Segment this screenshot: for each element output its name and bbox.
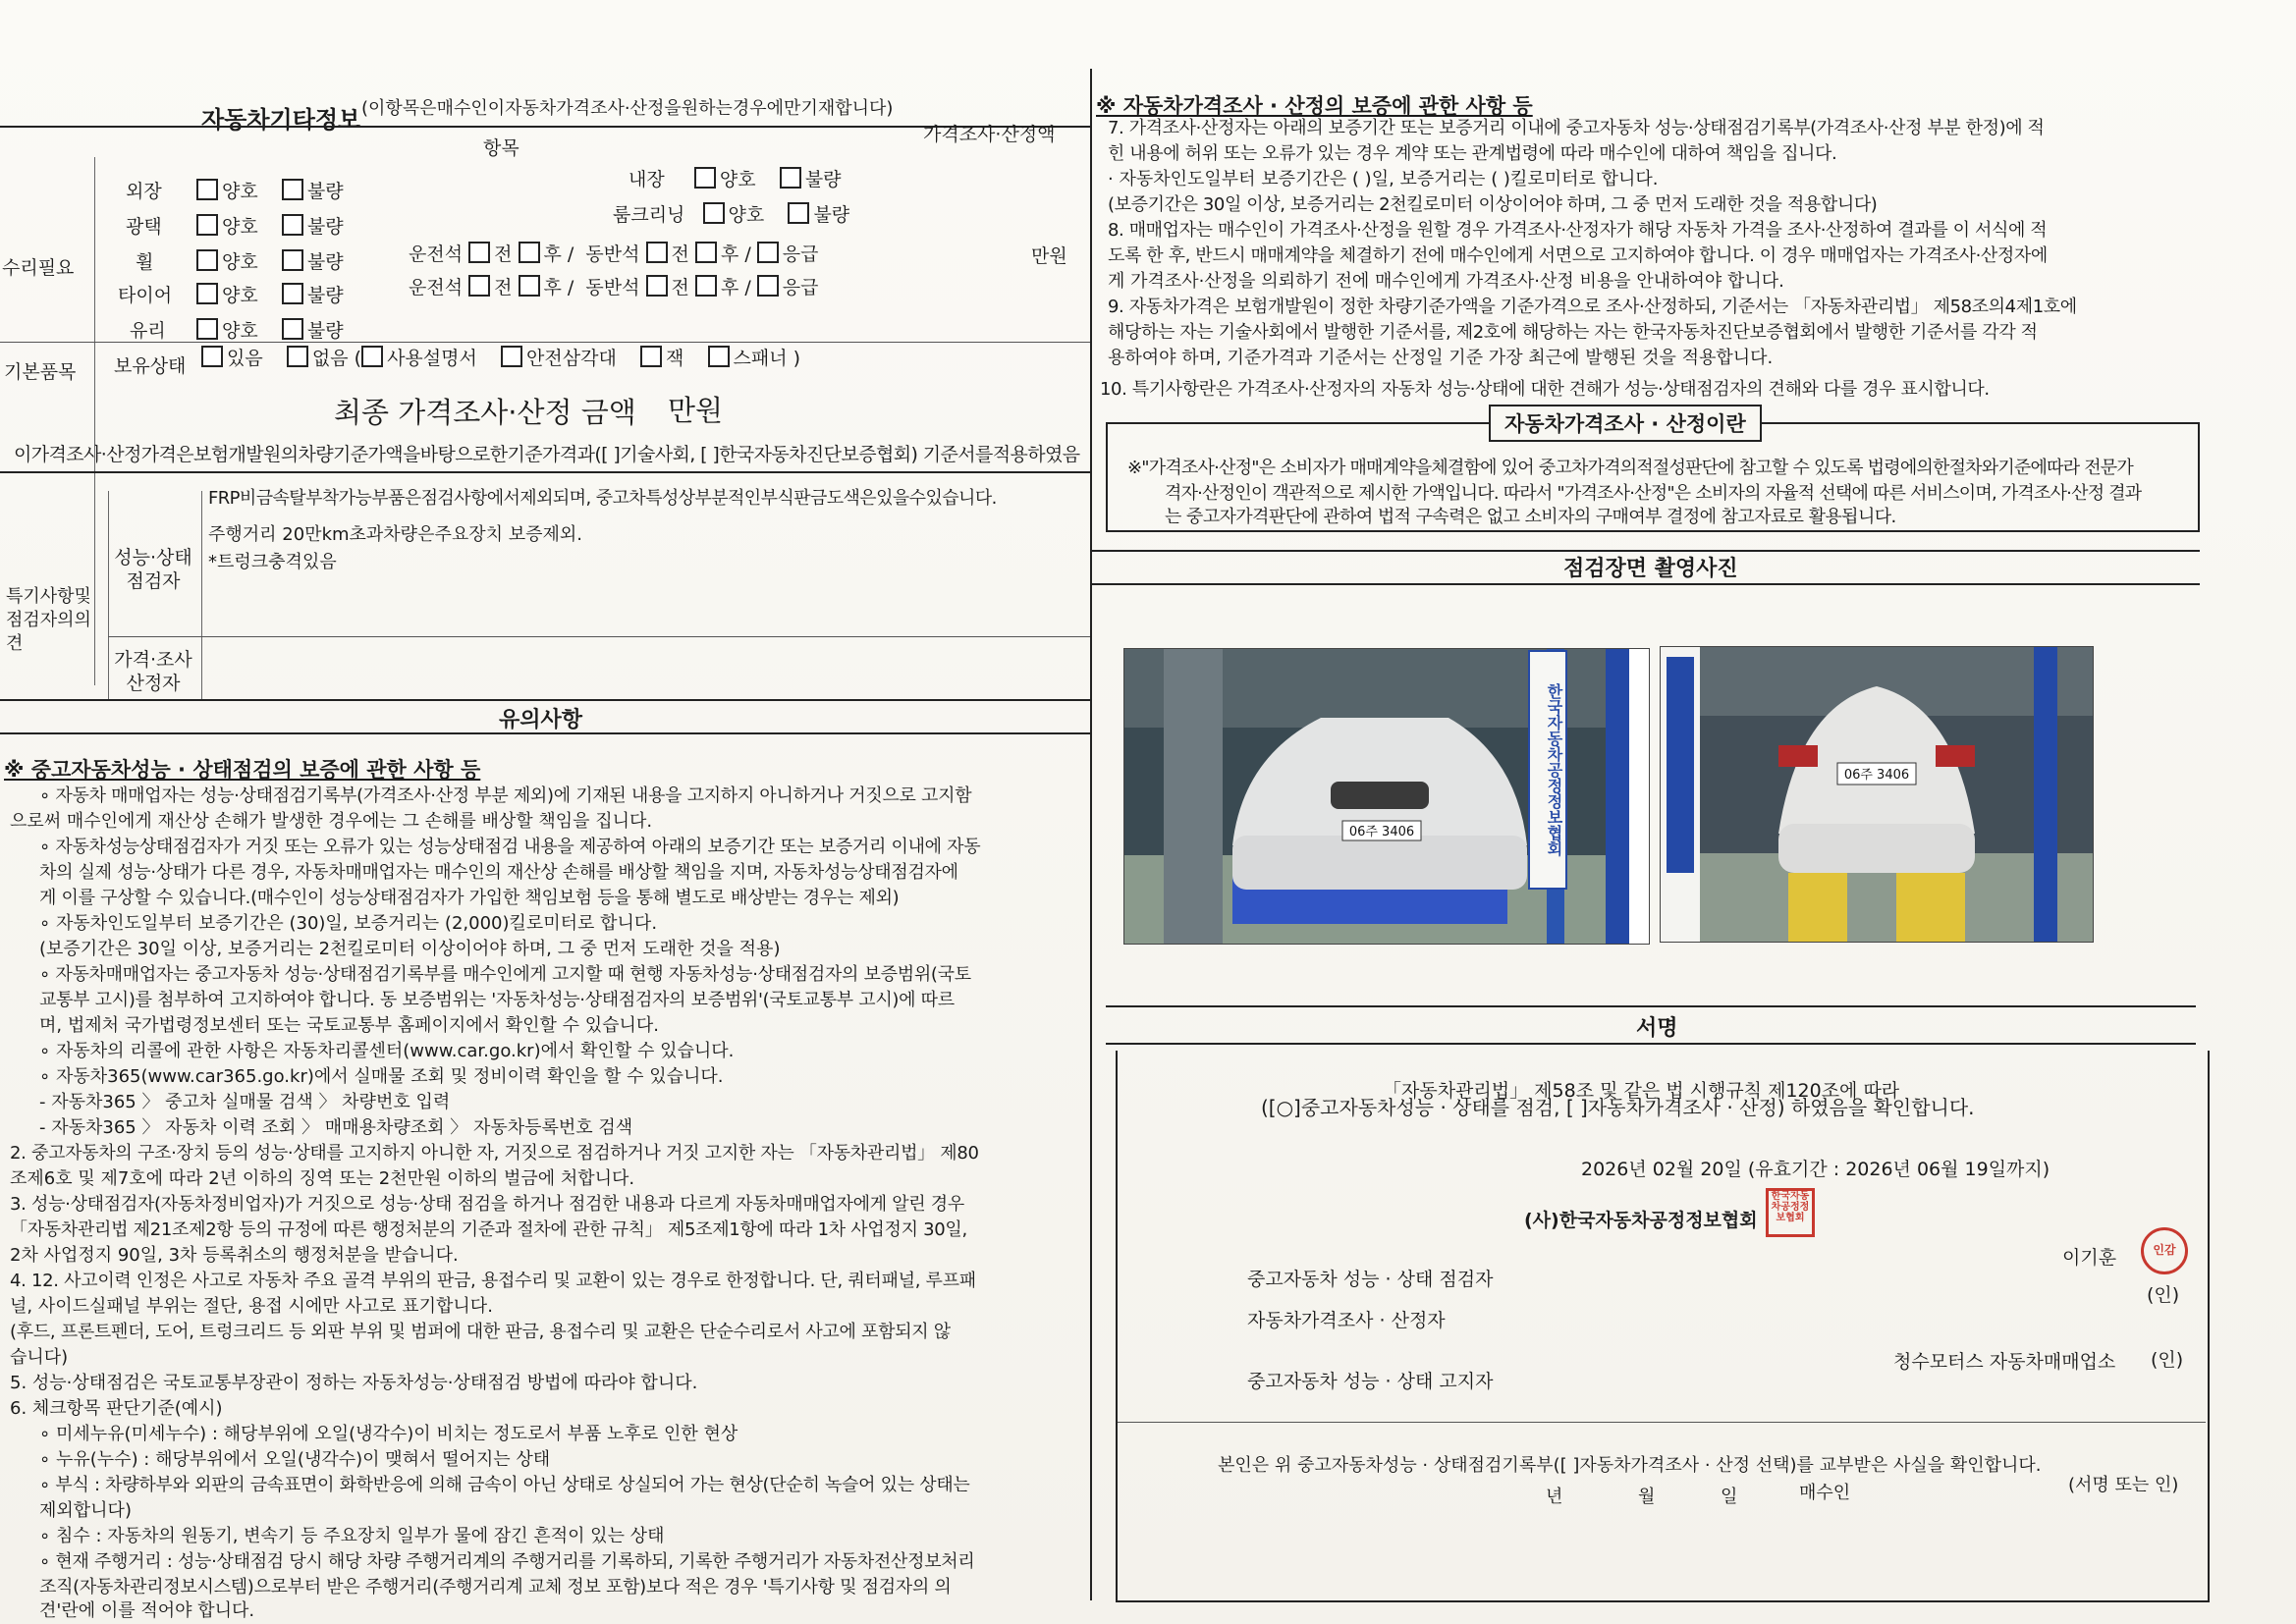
- checkbox[interactable]: [196, 179, 218, 200]
- warranty-line: ∘ 미세누유(미세누수) : 해당부위에 오일(냉각수)이 비치는 정도로서 부품 노후로 인한 현상: [39, 1424, 738, 1444]
- what-is-line: ※"가격조사·산정"은 소비자가 매매계약을체결함에 있어 중고차가격의적절성판단에 참고할 수 있도록 법령에의한절차와기준에따라 전문가: [1127, 458, 2133, 478]
- checkbox[interactable]: [788, 202, 809, 224]
- basic-items-label: 기본품목: [4, 361, 77, 383]
- checkbox[interactable]: [708, 346, 730, 367]
- warranty-line: ∘ 현재 주행거리 : 성능·상태점검 당시 해당 차량 주행거리계의 주행거리를 기록하되, 기록한 주행거리가 자동차전산정보처리: [39, 1551, 975, 1572]
- checkbox[interactable]: [196, 318, 218, 340]
- warranty-line: ∘ 자동차365(www.car365.go.kr)에서 실매물 조회 및 정비이력 확인을 할 수 있습니다.: [39, 1066, 724, 1087]
- plate-rear-text: 06주 3406: [1843, 768, 1910, 783]
- holding-label: 보유상태: [114, 355, 187, 377]
- row-glass: [130, 316, 166, 343]
- divider: [1106, 1043, 2196, 1045]
- warranty-line: ∘ 자동차 매매업자는 성능·상태점검기록부(가격조사·산정 부분 제외)에 기재된 내용을 고지하지 아니하거나 거짓으로 고지함: [39, 785, 972, 806]
- warranty-line: 2. 중고자동차의 구조·장치 등의 성능·상태를 고지하지 아니한 자, 거짓으로 점검하거나 거짓 고지한 자는 「자동차관리법」 제80: [10, 1143, 979, 1164]
- wheel-options[interactable]: 양호 불량: [196, 247, 344, 274]
- receipt-sign: (서명 또는 인): [2068, 1475, 2179, 1495]
- warranty-line: 제외합니다): [39, 1500, 132, 1521]
- price-item: 해당하는 자는 기술사회에서 발행한 기준서를, 제2호에 해당하는 자는 한국자동차진단보증협회에서 발행한 기준서를 각각 적: [1108, 322, 2038, 343]
- price-inspector-sign-label: 자동차가격조사 · 산정자: [1247, 1310, 1446, 1331]
- warranty-line: ∘ 침수 : 자동차의 원동기, 변속기 등 주요장치 일부가 물에 잠긴 흔적이 있는 상태: [39, 1526, 665, 1546]
- roomcleaning-row[interactable]: 룸크리닝 양호 불량: [613, 204, 850, 226]
- row-gloss: [126, 212, 162, 239]
- checkbox[interactable]: [646, 242, 668, 263]
- warranty-title: ※ 중고자동차성능 · 상태점검의 보증에 관한 사항 등: [4, 758, 481, 782]
- checkbox[interactable]: [196, 283, 218, 304]
- divider: [1106, 1005, 2196, 1007]
- association-name: (사)한국자동차공정정보협회: [1524, 1210, 1758, 1231]
- row-label: 유리: [130, 320, 166, 342]
- receipt-day: 일: [1721, 1487, 1738, 1507]
- notifier-label: 중고자동차 성능 · 상태 고지자: [1247, 1371, 1494, 1392]
- perf-line: 주행거리 20만km초과차량은주요장치 보증제외.: [208, 524, 583, 545]
- won-unit: 만원: [1031, 245, 1067, 267]
- interior-row[interactable]: 내장 양호 불량: [629, 169, 842, 190]
- checkbox[interactable]: [780, 167, 801, 189]
- warranty-line: - 자동차365 〉 중고차 실매물 검색 〉 차량번호 입력: [39, 1092, 451, 1112]
- checkbox[interactable]: [468, 275, 490, 297]
- divider: [1090, 583, 2200, 585]
- checkbox[interactable]: [519, 275, 540, 297]
- price-item: 용하여야 하며, 기준가격과 기준서는 산정일 기준 가장 최근에 발행된 것을 적용합니다.: [1108, 348, 1774, 368]
- checkbox[interactable]: [282, 249, 303, 271]
- divider: [108, 636, 1090, 637]
- row-label: 외장: [126, 181, 162, 202]
- other-info-note: (이항목은매수인이자동차가격조사·산정을원하는경우에만기재합니다): [361, 98, 894, 119]
- warranty-line: (후드, 프론트펜더, 도어, 트렁크리드 등 외판 부위 및 범퍼에 대한 판금, 용접수리 및 교환은 단순수리로서 사고에 포함되지 않: [10, 1322, 951, 1342]
- what-is-line: 는 중고자가격판단에 관하여 법적 구속력은 없고 소비자의 구매여부 결정에 참고자료로 활용됩니다.: [1165, 507, 1896, 527]
- checkbox[interactable]: [519, 242, 540, 263]
- price-item: 7. 가격조사·산정자는 아래의 보증기간 또는 보증거리 이내에 중고자동차 성능·상태점검기록부(가격조사·산정 부분 한정)에 적: [1108, 118, 2045, 138]
- sign-date: 2026년 02월 20일 (유효기간 : 2026년 06월 19일까지): [1581, 1159, 2050, 1180]
- divider: [1118, 1422, 2206, 1423]
- warranty-line: ∘ 자동차인도일부터 보증기간은 (30)일, 보증거리는 (2,000)킬로미터로 합니다.: [39, 913, 658, 934]
- row-tire: [118, 281, 172, 307]
- price-inspector-label: 가격·조사 산정자: [114, 649, 192, 694]
- glass-options[interactable]: 양호 불량: [196, 316, 344, 343]
- warranty-line: 2차 사업정지 90일, 3차 등록취소의 행정처분을 받습니다.: [10, 1245, 459, 1266]
- sign-check: ([○]중고자동차성능 · 상태를 점검, [ ]자동차가격조사 · 산정) 하였음을 확인합니다.: [1261, 1096, 1975, 1119]
- warranty-line: - 자동차365 〉 자동차 이력 조회 〉 매매용차량조회 〉 자동차등록번호 검색: [39, 1117, 633, 1138]
- checkbox[interactable]: [695, 242, 717, 263]
- warranty-line: ∘ 부식 : 차량하부와 외판의 금속표면이 화학반응에 의해 금속이 아닌 상태로 상실되어 가는 현상(단순히 녹슬어 있는 상태는: [39, 1475, 970, 1495]
- warranty-line: 견'란에 이를 적어야 합니다.: [39, 1600, 255, 1621]
- price-warranty-title: ※ 자동차가격조사 · 산정의 보증에 관한 사항 등: [1096, 94, 1533, 118]
- remarks-label: 특기사항및 점검자의의견: [6, 586, 91, 654]
- price-item: (보증기간은 30일 이상, 보증거리는 2천킬로미터 이상이어야 하며, 그 중 먼저 도래한 것을 적용합니다): [1108, 194, 1878, 215]
- checkbox[interactable]: [201, 346, 223, 367]
- warranty-line: 널, 사이드실패널 부위는 절단, 용접 시에만 사고로 표기합니다.: [10, 1296, 493, 1317]
- inspection-photo-rear: [1660, 646, 2094, 943]
- price-item: 도록 한 후, 반드시 매매계약을 체결하기 전에 매수인에게 서면으로 고지하여야 합니다. 이 경우 매매업자는 가격조사·산정자에: [1108, 245, 2048, 266]
- gloss-options[interactable]: 양호 불량: [196, 212, 344, 239]
- car-rear-image: [1661, 647, 2093, 942]
- warranty-line: 4. 12. 사고이력 인정은 사고로 자동차 주요 골격 부위의 판금, 용접수리 및 교환이 있는 경우로 한정합니다. 단, 쿼터패널, 루프패: [10, 1271, 976, 1291]
- divider: [0, 471, 1090, 473]
- price-item: · 자동차인도일부터 보증기간은 ( )일, 보증거리는 ( )킬로미터로 합니다.: [1108, 169, 1659, 189]
- warranty-line: 조직(자동차관리정보시스템)으로부터 받은 주행거리(주행거리계 교체 정보 포함)보다 적은 경우 '특기사항 및 점검자의 의: [39, 1577, 952, 1597]
- inspector-label: 중고자동차 성능 · 상태 점검자: [1247, 1269, 1494, 1290]
- checkbox[interactable]: [757, 242, 779, 263]
- final-price-unit: 만원: [668, 394, 724, 427]
- divider: [0, 342, 1090, 343]
- warranty-line: 으로써 매수인에게 재산상 손해가 발생한 경우에는 그 손해를 배상할 책임을 집니다.: [10, 811, 653, 832]
- receipt-month: 월: [1638, 1487, 1656, 1507]
- inspector-stamp: 인감: [2141, 1227, 2188, 1274]
- warranty-line: ∘ 자동차성능상태점검자가 거짓 또는 오류가 있는 성능상태점검 내용을 제공하여 아래의 보증기간 또는 보증거리 이내에 자동: [39, 837, 981, 857]
- what-is-title: 자동차가격조사 · 산정이란: [1489, 405, 1762, 442]
- notifier-name: 청수모터스 자동차매매업소: [1893, 1351, 2116, 1373]
- row-exterior: [126, 177, 162, 203]
- what-is-line: 격자·산정인이 객관적으로 제시한 가액입니다. 따라서 "가격조사·산정"은 소비자의 자율적 선택에 따른 서비스이며, 가격조사·산정 결과: [1165, 483, 2142, 504]
- column-divider: [1090, 69, 1092, 1600]
- checkbox[interactable]: [282, 318, 303, 340]
- warranty-line: 3. 성능·상태점검자(자동차정비업자)가 거짓으로 성능·상태 점검을 하거나 점검한 내용과 다르게 자동차매매업자에게 알린 경우: [10, 1194, 964, 1215]
- warranty-line: (보증기간은 30일 이상, 보증거리는 2천킬로미터 이상이어야 하며, 그 중 먼저 도래한 것을 적용): [39, 939, 781, 959]
- checkbox[interactable]: [695, 275, 717, 297]
- checkbox[interactable]: [196, 249, 218, 271]
- inspector-seal-mark: (인): [2147, 1284, 2180, 1306]
- checkbox[interactable]: [501, 346, 522, 367]
- repair-label: 수리필요: [2, 257, 75, 279]
- checkbox[interactable]: [703, 202, 725, 224]
- tire-position-row[interactable]: 운전석 전 후 / 동반석 전 후 / 응급: [409, 277, 819, 298]
- notifier-seal-mark: (인): [2151, 1349, 2184, 1371]
- holding-options[interactable]: 있음 없음 ( 사용설명서 안전삼각대 잭 스패너 ): [201, 344, 800, 370]
- col-item-header: 항목: [483, 137, 519, 159]
- basis-text: 이가격조사·산정가격은보험개발원의차량기준가액을바탕으로한기준가격과([ ]기술사회, [ ]한국자동차진단보증협회) 기준서를적용하였음: [14, 444, 1080, 465]
- warranty-line: 습니다): [10, 1347, 69, 1368]
- association-banner: 한국자동차공정정보협회: [1528, 650, 1567, 890]
- row-wheel: [136, 247, 153, 274]
- other-info-title: 자동차기타정보: [201, 106, 361, 134]
- inspector-name: 이기훈: [2062, 1247, 2117, 1269]
- checkbox[interactable]: [287, 346, 308, 367]
- perf-line: FRP비금속탈부착가능부품은점검사항에서제외되며, 중고차특성상부분적인부식판금도색은있을수있습니다.: [208, 488, 997, 509]
- tire-options[interactable]: 양호 불량: [196, 281, 344, 307]
- checkbox[interactable]: [196, 214, 218, 236]
- warranty-line: ∘ 누유(누수) : 해당부위에서 오일(냉각수)이 맺혀서 떨어지는 상태: [39, 1449, 551, 1470]
- sign-title: 서명: [1636, 1016, 1678, 1041]
- checkbox[interactable]: [282, 179, 303, 200]
- warranty-line: 게 이를 구상할 수 있습니다.(매수인이 성능상태점검자가 가입한 책임보험 등을 통해 별도로 배상받는 경우는 제외): [39, 888, 900, 908]
- receipt-year: 년: [1546, 1487, 1563, 1507]
- price-item: 게 가격조사·산정을 의뢰하기 전에 매수인에게 가격조사·산정 비용을 안내하여야 합니다.: [1108, 271, 1784, 292]
- row-label: 타이어: [118, 285, 173, 306]
- divider: [0, 699, 1090, 701]
- checkbox[interactable]: [282, 214, 303, 236]
- divider: [108, 491, 109, 701]
- warranty-line: 5. 성능·상태점검은 국토교통부장관이 정하는 자동차성능·상태점검 방법에 따라야 합니다.: [10, 1373, 698, 1393]
- warranty-line: 차의 실제 성능·상태가 다른 경우, 자동차매매업자는 매수인의 재산상 손해를 배상할 책임을 지며, 자동차성능상태점검자에: [39, 862, 958, 883]
- warranty-line: 조제6호 및 제7호에 따라 2년 이하의 징역 또는 2천만원 이하의 벌금에 처합니다.: [10, 1168, 635, 1189]
- price-item: 10. 특기사항란은 가격조사·산정자의 자동차 성능·상태에 대한 견해가 성능·상태점검자의 견해와 다를 경우 표시합니다.: [1100, 379, 1990, 400]
- row-label: 광택: [126, 216, 162, 238]
- warranty-line: 6. 체크항목 판단기준(예시): [10, 1398, 223, 1419]
- association-seal: 한국자동차공정정보협회: [1766, 1188, 1815, 1237]
- exterior-options[interactable]: 양호 불량: [196, 177, 344, 203]
- perf-line: *트렁크충격있음: [208, 552, 337, 572]
- checkbox[interactable]: [640, 346, 662, 367]
- row-label: 휠: [136, 251, 154, 273]
- price-item: 9. 자동차가격은 보험개발원이 정한 차량기준가액을 기준가격으로 조사·산정하되, 기준서는 「자동차관리법」 제58조의4제1호에: [1108, 297, 2077, 317]
- checkbox[interactable]: [361, 346, 383, 367]
- warranty-line: ∘ 자동차매매업자는 중고자동차 성능·상태점검기록부를 매수인에게 고지할 때 현행 자동차성능·상태점검자의 보증범위(국토: [39, 964, 971, 985]
- checkbox[interactable]: [646, 275, 668, 297]
- notice-title: 유의사항: [499, 708, 583, 732]
- checkbox[interactable]: [468, 242, 490, 263]
- receipt-line: 본인은 위 중고자동차성능 · 상태점검기록부([ ]자동차가격조사 · 산정 선택)를 교부받은 사실을 확인합니다.: [1218, 1455, 2042, 1476]
- warranty-line: 「자동차관리법 제21조제2항 등의 규정에 따른 행정처분의 기준과 절차에 관한 규칙」 제5조제1항에 따라 1차 사업정지 30일,: [10, 1219, 967, 1240]
- plate-front-text: 06주 3406: [1348, 825, 1415, 839]
- warranty-line: 교통부 고시)를 첨부하여 고지하여야 합니다. 동 보증범위는 '자동차성능·상태점검자의 보증범위'(국토교통부 고시)에 따르: [39, 990, 955, 1010]
- divider: [201, 491, 202, 701]
- col-price-header: 가격조사·산정액: [923, 124, 1056, 145]
- price-item: 8. 매매업자는 매수인이 가격조사·산정을 원할 경우 가격조사·산정자가 해당 자동차 가격을 조사·산정하여 결과를 이 서식에 적: [1108, 220, 2048, 241]
- warranty-line: 며, 법제처 국가법령정보센터 또는 국토교통부 홈페이지에서 확인할 수 있습니다.: [39, 1015, 660, 1036]
- photo-title: 점검장면 촬영사진: [1563, 557, 1738, 581]
- wheel-position-row[interactable]: 운전석 전 후 / 동반석 전 후 / 응급: [409, 244, 819, 265]
- inspection-photo-front: [1123, 648, 1650, 945]
- checkbox[interactable]: [757, 275, 779, 297]
- checkbox[interactable]: [282, 283, 303, 304]
- car-front-image: [1124, 649, 1649, 944]
- receipt-buyer: 매수인: [1799, 1483, 1851, 1503]
- warranty-line: ∘ 자동차의 리콜에 관한 사항은 자동차리콜센터(www.car.go.kr)에서 확인할 수 있습니다.: [39, 1041, 735, 1061]
- perf-label: 성능·상태 점검자: [114, 547, 192, 592]
- checkbox[interactable]: [694, 167, 716, 189]
- divider: [0, 732, 1090, 734]
- price-item: 힌 내용에 허위 또는 오류가 있는 경우 계약 또는 관계법령에 따라 매수인에 대하여 책임을 집니다.: [1108, 143, 1837, 164]
- final-price-label: 최종 가격조사·산정 금액: [334, 396, 636, 429]
- sign-law: 「자동차관리법」 제58조 및 같은 법 시행규칙 제120조에 따라: [1383, 1080, 1900, 1102]
